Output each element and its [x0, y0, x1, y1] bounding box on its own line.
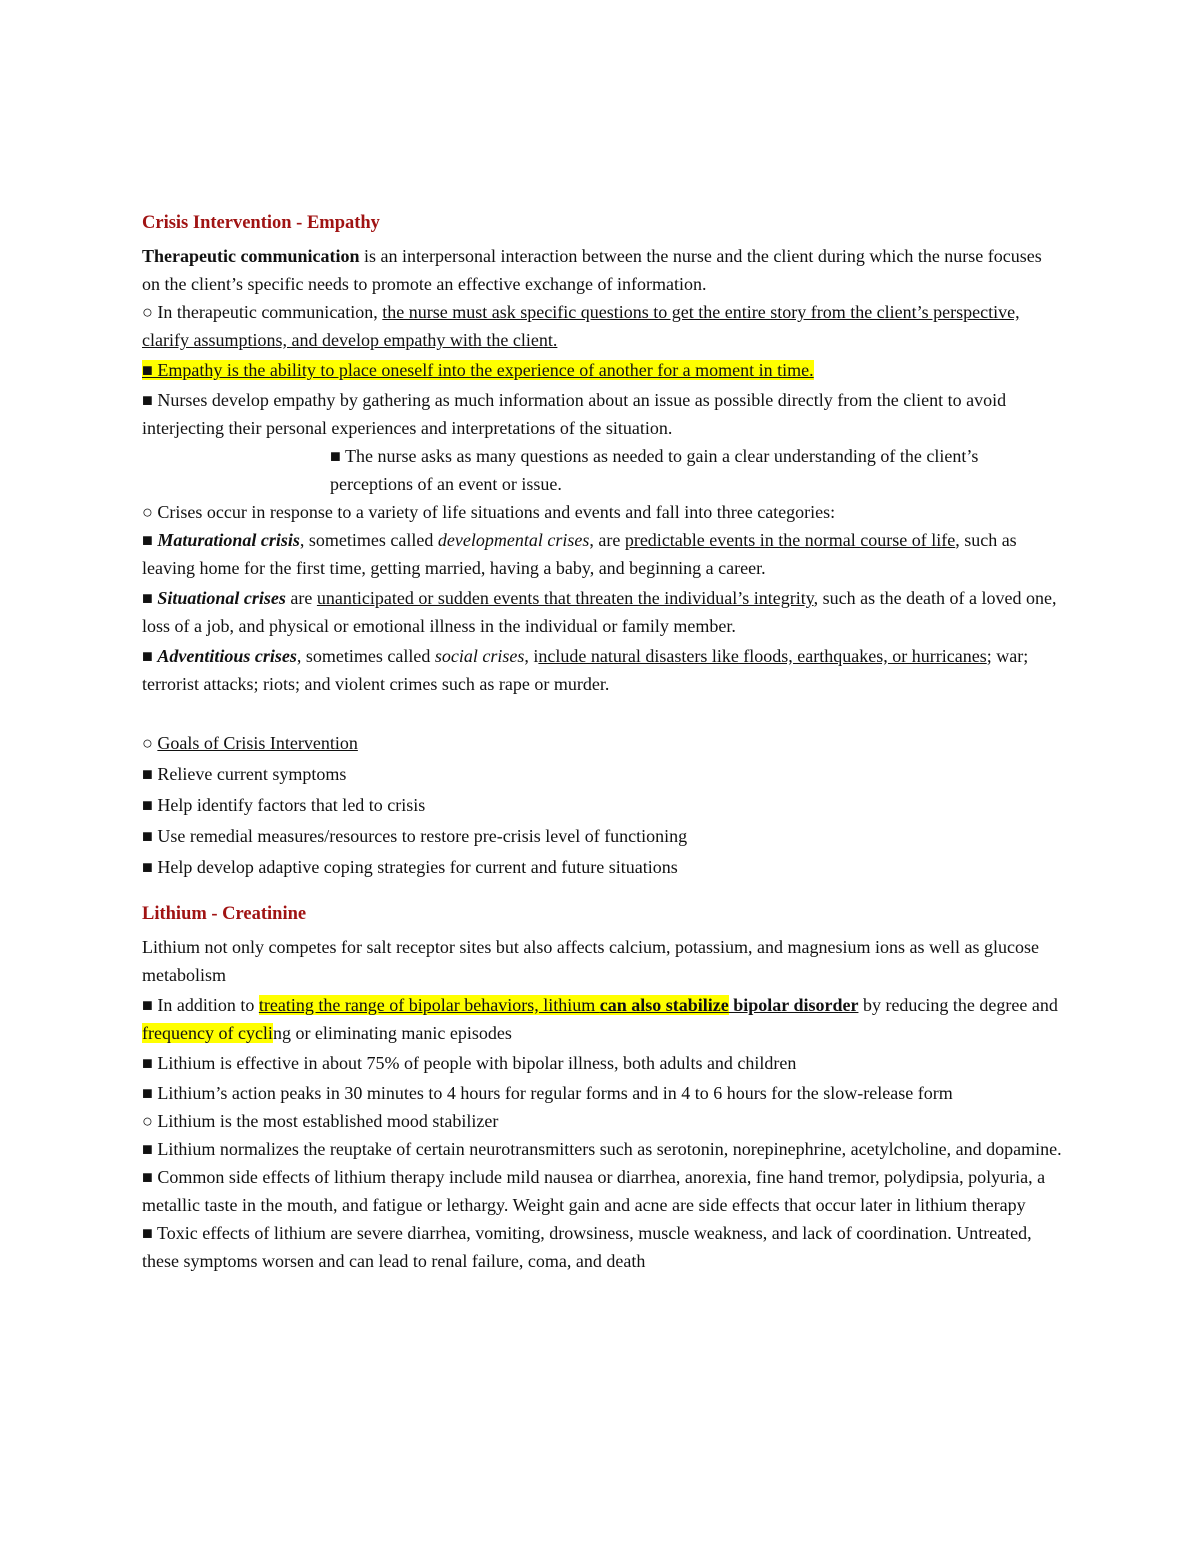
paragraph-therapeutic-communication: Therapeutic communication is an interpersonal interaction between the nurse and the client during which the nurse focuses on the client’s specific needs to promote an effective exchange of information.	[142, 246, 1042, 294]
paragraph-lithium-stabilize: ■ In addition to treating the range of bipolar behaviors, lithium can also stabilize bipolar disorder by reducing the degree and frequency of cycling or eliminating manic episodes	[142, 995, 1058, 1043]
list-item: ■ Help develop adaptive coping strategies for current and future situations	[142, 857, 678, 877]
term-situational: Situational crises	[157, 588, 286, 608]
bold-term: Therapeutic communication	[142, 246, 360, 266]
document-body	[142, 210, 1062, 1275]
paragraph-empathy-definition	[142, 356, 1062, 384]
highlighted-text: ■ Empathy is the ability to place oneself into the experience of another for a moment in time.	[142, 360, 814, 380]
underlined-text: the nurse must ask specific questions to get the entire story from the client’s perspective, clarify assumptions, and develop empathy with the client.	[142, 302, 1020, 350]
paragraph-maturational-crisis: ■ Maturational crisis, sometimes called developmental crises, are predictable events in the normal course of life, such as leaving home for the first time, getting married, having a baby, and beginning a career.	[142, 530, 1017, 578]
paragraph-lithium-reuptake: ■ Lithium normalizes the reuptake of certain neurotransmitters such as serotonin, norepinephrine, acetylcholine, and dopamine.	[142, 1139, 1062, 1159]
paragraph-lithium-mood-stabilizer: ○ Lithium is the most established mood stabilizer	[142, 1111, 499, 1131]
paragraph-situational-crises: ■ Situational crises are unanticipated or sudden events that threaten the individual’s integrity, such as the death of a loved one, loss of a job, and physical or emotional illness in the individual or family member.	[142, 588, 1057, 636]
list-item: ■ Help identify factors that led to crisis	[142, 795, 426, 815]
paragraph-adventitious-crises: ■ Adventitious crises, sometimes called social crises, include natural disasters like floods, earthquakes, or hurricanes; war; terrorist attacks; riots; and violent crimes such as rape or murder.	[142, 646, 1029, 694]
goals-title: ○ Goals of Crisis Intervention	[142, 733, 358, 753]
paragraph-lithium-effective: ■ Lithium is effective in about 75% of people with bipolar illness, both adults and children	[142, 1053, 797, 1073]
paragraph-lithium-peaks: ■ Lithium’s action peaks in 30 minutes to 4 hours for regular forms and in 4 to 6 hours for the slow-release form	[142, 1083, 953, 1103]
paragraph-lithium-side-effects: ■ Common side effects of lithium therapy include mild nausea or diarrhea, anorexia, fine hand tremor, polydipsia, polyuria, a metallic taste in the mouth, and fatigue or lethargy. Weight gain and acne are side effects that occur later in lithium therapy	[142, 1167, 1046, 1215]
paragraph-lithium-competes: Lithium not only competes for salt receptor sites but also affects calcium, potassium, and magnesium ions as well as glucose metabolism	[142, 937, 1039, 985]
paragraph-crises-categories: ○ Crises occur in response to a variety of life situations and events and fall into three categories:	[142, 502, 836, 522]
term-adventitious: Adventitious crises	[157, 646, 297, 666]
paragraph-lithium-toxic-effects: ■ Toxic effects of lithium are severe diarrhea, vomiting, drowsiness, muscle weakness, and lack of coordination. Untreated, these symptoms worsen and can lead to renal failure, coma, and death	[142, 1223, 1032, 1271]
list-item: ■ Use remedial measures/resources to restore pre-crisis level of functioning	[142, 826, 688, 846]
paragraph-nurse-asks-questions: ■ The nurse asks as many questions as needed to gain a clear understanding of the client’s perceptions of an event or issue.	[330, 446, 979, 494]
paragraph-nurses-develop-empathy: ■ Nurses develop empathy by gathering as much information about an issue as possible directly from the client to avoid interjecting their personal experiences and interpretations of the situation.	[142, 390, 1007, 438]
term-maturational: Maturational crisis	[157, 530, 300, 550]
list-item: ■ Relieve current symptoms	[142, 764, 347, 784]
section-heading-crisis: Crisis Intervention - Empathy	[142, 213, 380, 233]
section-heading-lithium: Lithium - Creatinine	[142, 904, 307, 924]
paragraph-therapeutic-questions: ○ In therapeutic communication, the nurse must ask specific questions to get the entire story from the client’s perspective, clarify assumptions, and develop empathy with the client.	[142, 302, 1020, 350]
